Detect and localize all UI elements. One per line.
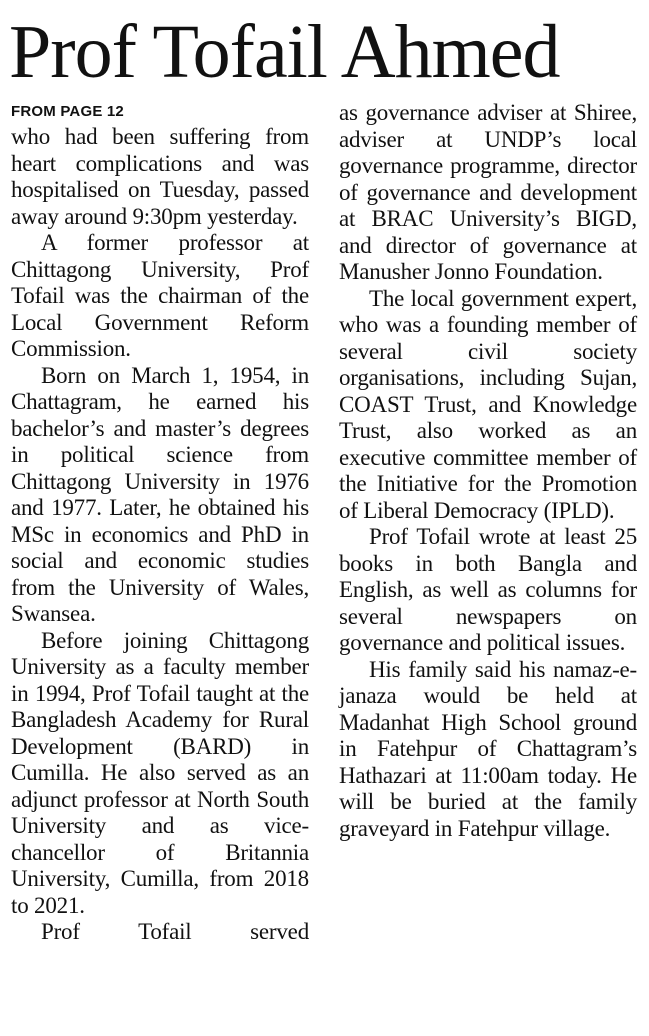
paragraph-janaza: His family said his namaz-e-janaza would be held at Madanhat High School ground in Fatehpur of Chattagram’s Hathazari at 11:00am today. He will be buried at the family graveyard in Fatehpur village.	[339, 656, 637, 841]
paragraph-academic-career: Before joining Chittagong University as a faculty member in 1994, Prof Tofail taught at the Bangladesh Academy for Rural Development (BARD) in Cumilla. He also served as an adjunct professor at North South University and as vice-chancellor of Britannia University, Cumilla, from 2018 to 2021.	[11, 627, 309, 918]
paragraph-served-start: Prof Tofail served	[41, 919, 309, 944]
continuation-kicker: FROM PAGE 12	[11, 103, 124, 120]
article-column-right	[339, 100, 637, 842]
article-column-left	[11, 100, 309, 946]
paragraph-served-continued: as governance adviser at Shiree, adviser at UNDP’s local governance programme, director of governance and development at BRAC University’s BIGD, and director of governance at Manusher Jonno Foundation.	[339, 100, 637, 284]
paragraph-civil-society: The local government expert, who was a founding member of several civil society organisations, including Sujan, COAST Trust, and Knowledge Trust, also worked as an executive committee member of the Initiative for the Promotion of Liberal Democracy (IPLD).	[339, 285, 637, 523]
paragraph-career-summary: A former professor at Chittagong University, Prof Tofail was the chairman of the Local Government Reform Commission.	[11, 230, 309, 361]
paragraph-continued: who had been suffering from heart complications and was hospitalised on Tuesday, passed away around 9:30pm yesterday.	[11, 124, 309, 229]
headline: Prof Tofail Ahmed	[9, 10, 560, 94]
paragraph-education: Born on March 1, 1954, in Chattagram, he earned his bachelor’s and master’s degrees in political science from Chittagong University in 1976 and 1977. Later, he obtained his MSc in economics and PhD in social and economic studies from the University of Wales, Swansea.	[11, 362, 309, 626]
paragraph-books: Prof Tofail wrote at least 25 books in both Bangla and English, as well as columns for several newspapers on governance and political issues.	[339, 524, 637, 655]
